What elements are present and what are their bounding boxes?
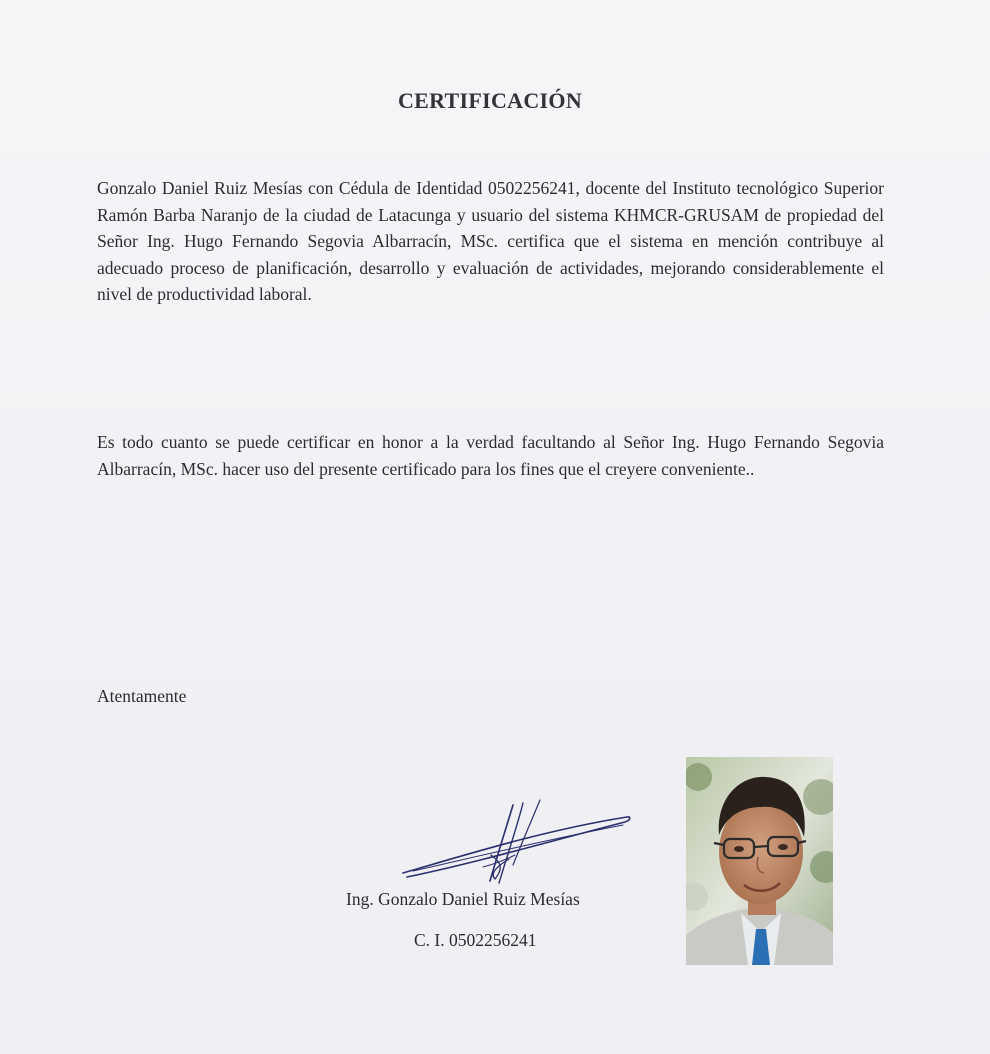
signer-name: Ing. Gonzalo Daniel Ruiz Mesías xyxy=(346,889,580,909)
body-paragraph-2: Es todo cuanto se puede certificar en honor a la verdad facultando al Señor Ing. Hugo Fernando Segovia Albarracín, MSc. hacer uso del presente certificado para los fines que el creyere conveniente.. xyxy=(97,432,884,479)
body-paragraph-1: Gonzalo Daniel Ruiz Mesías con Cédula de Identidad 0502256241, docente del Instituto tecnológico Superior Ramón Barba Naranjo de la ciudad de Latacunga y usuario del sistema KHMCR-GRUSAM de propiedad del Señor Ing. Hugo Fernando Segovia Albarracín, MSc. certifica que el sistema en mención contribuye al adecuado proceso de planificación, desarrollo y evaluación de actividades, mejorando considerablemente el nivel de productividad laboral. xyxy=(97,178,884,304)
document-title: CERTIFICACIÓN xyxy=(397,88,583,113)
portrait-photo xyxy=(686,757,833,965)
handwritten-signature-icon xyxy=(395,795,635,890)
closing-text: Atentamente xyxy=(97,686,187,706)
signer-id: C. I. 0502256241 xyxy=(414,930,537,950)
